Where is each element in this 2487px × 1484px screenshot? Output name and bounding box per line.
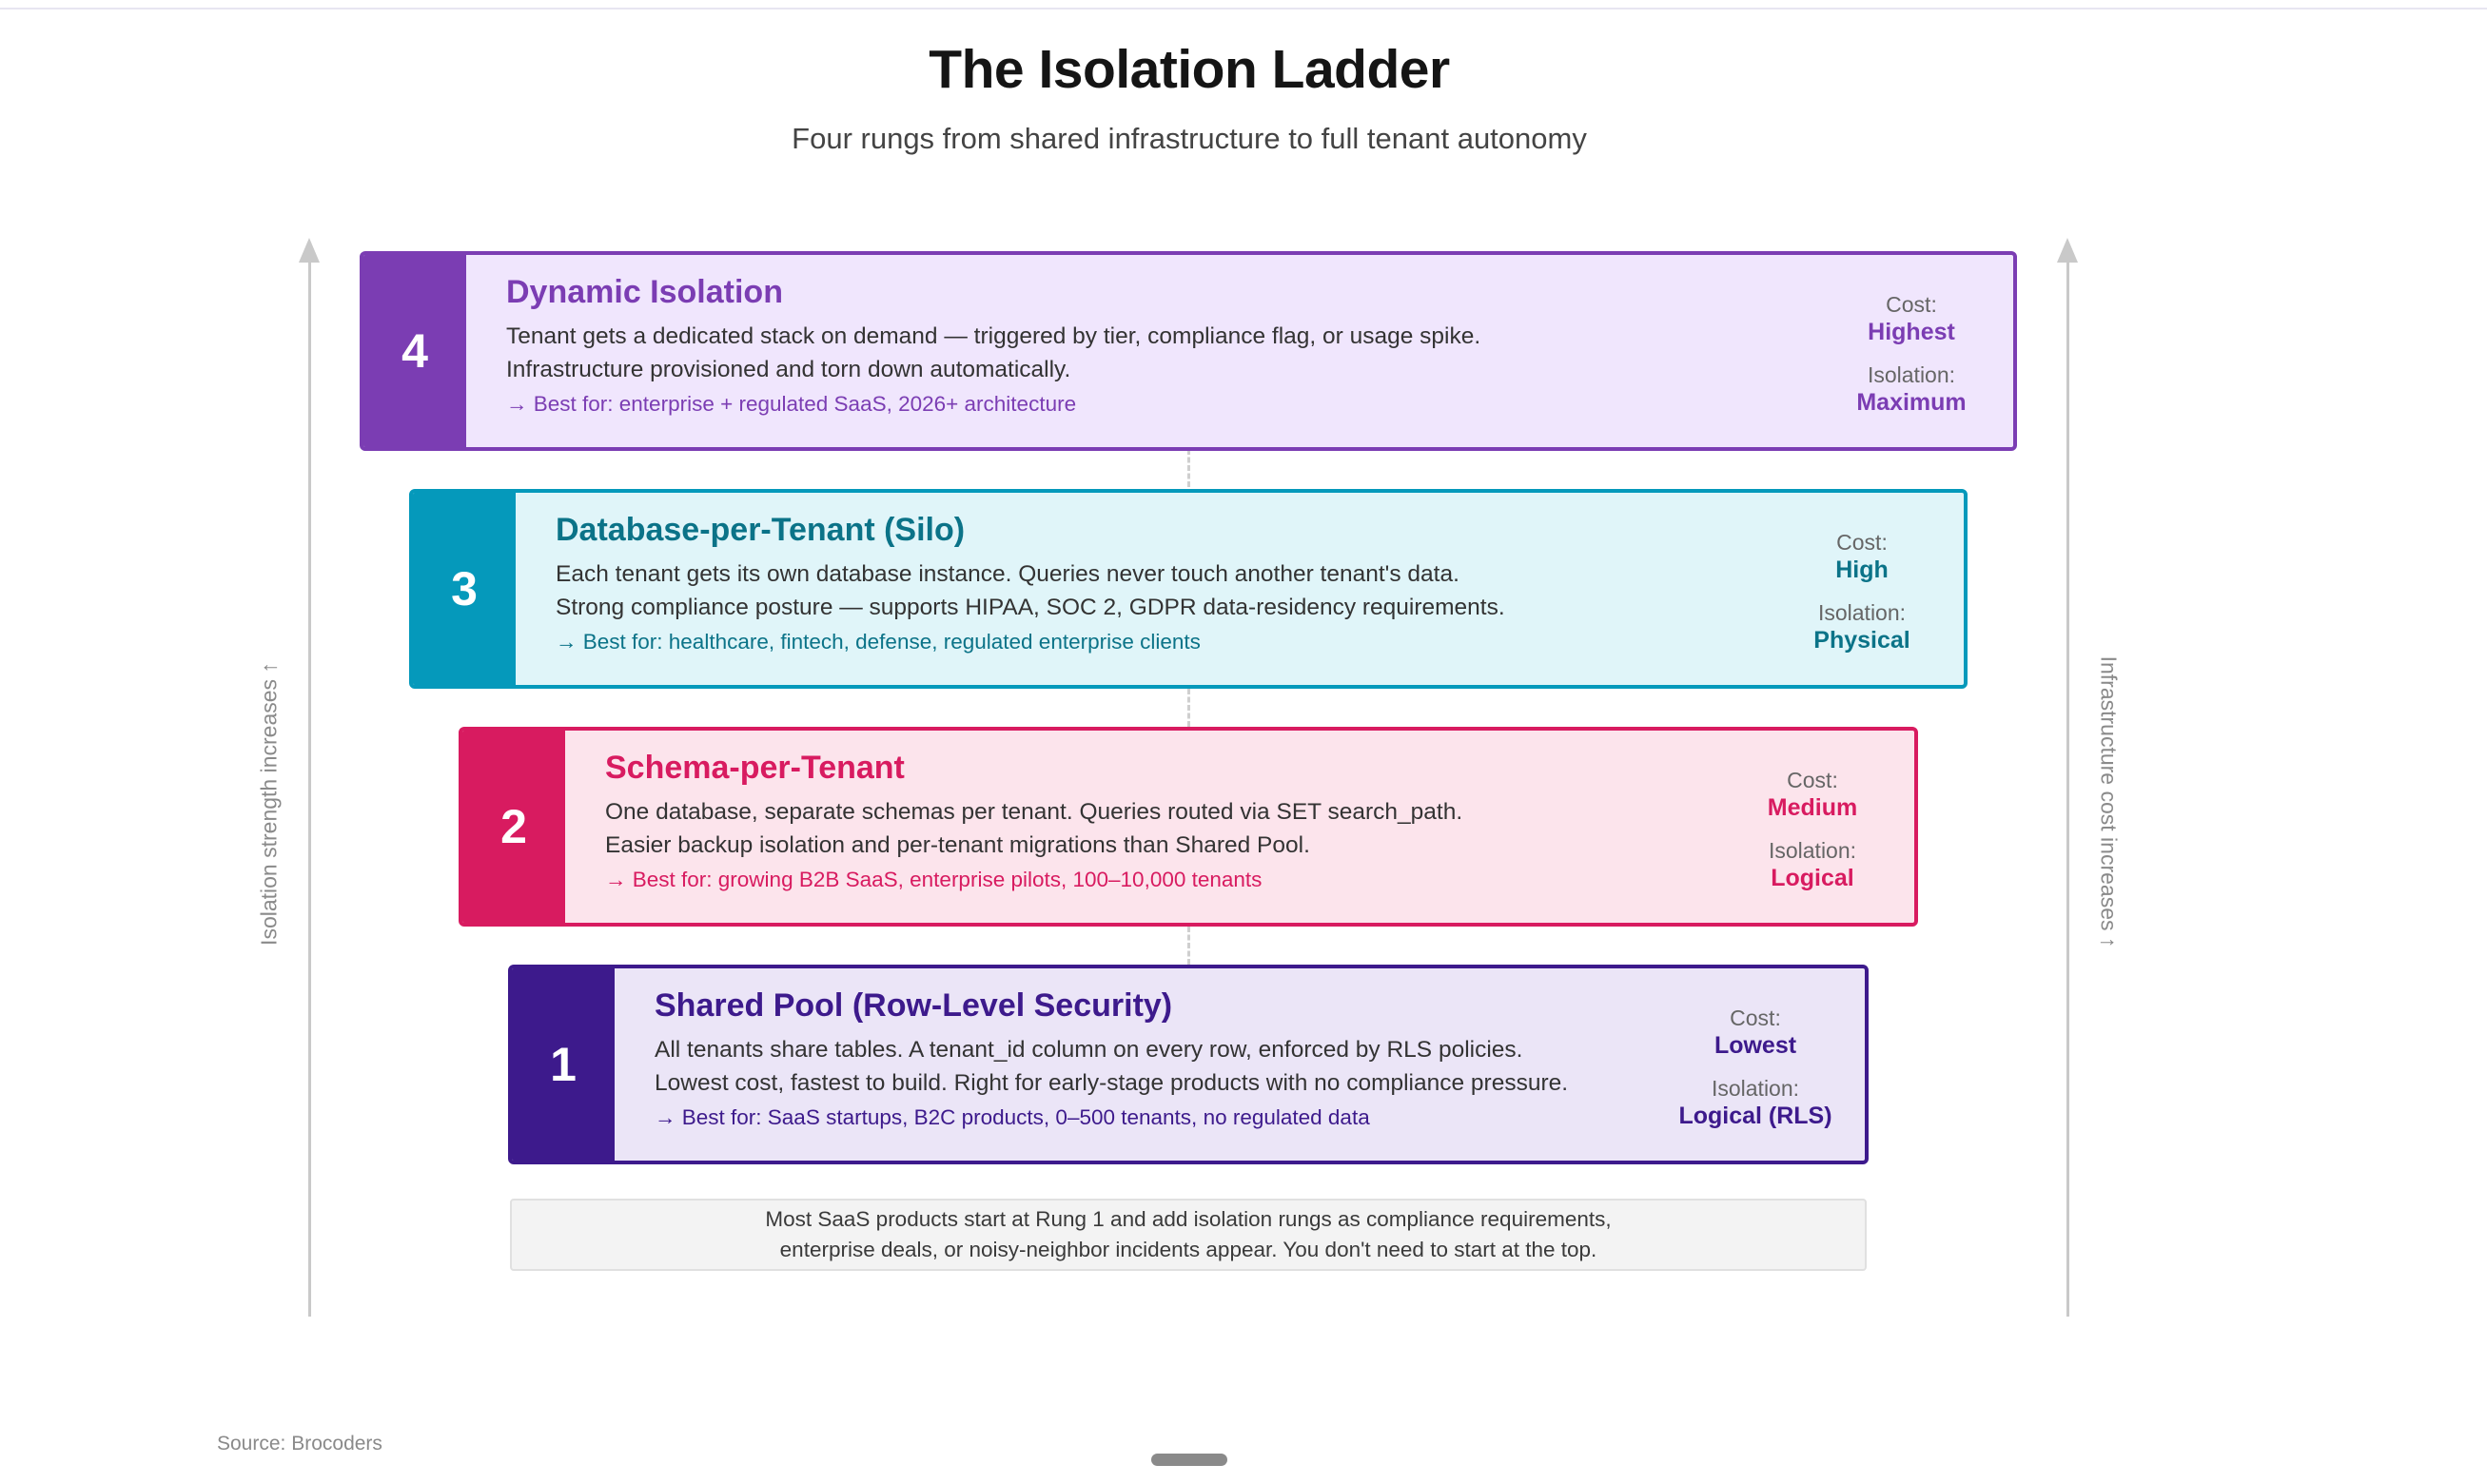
- rung-title: Shared Pool (Row-Level Security): [655, 987, 1173, 1024]
- top-divider: [0, 8, 2487, 10]
- rung-description-line: Infrastructure provisioned and torn down automatically.: [506, 357, 1071, 382]
- cost-label: Cost:: [1787, 768, 1838, 792]
- rung-best-for: → Best for: healthcare, fintech, defense, regulated enterprise clients: [556, 630, 1201, 654]
- rung-description-line: Easier backup isolation and per-tenant migrations than Shared Pool.: [605, 832, 1310, 858]
- rung-number: 4: [363, 255, 466, 447]
- isolation-value: Logical (RLS): [1678, 1103, 1832, 1129]
- guidance-note: [510, 1199, 1867, 1271]
- note-line: Most SaaS products start at Rung 1 and add isolation rungs as compliance requirements,: [765, 1207, 1612, 1231]
- cost-value: Highest: [1868, 319, 1955, 345]
- rung-description-line: Strong compliance posture — supports HIPAA, SOC 2, GDPR data-residency requirements.: [556, 595, 1505, 620]
- cost-value: Lowest: [1713, 1032, 1797, 1059]
- rung-3-card: [409, 489, 1968, 689]
- right-axis-line: [2066, 259, 2069, 1317]
- rung-description-line: Each tenant gets its own database instance. Queries never touch another tenant's data.: [556, 561, 1459, 587]
- cost-label: Cost:: [1886, 292, 1937, 317]
- cost-value: High: [1835, 556, 1889, 583]
- rung-connector: [1187, 689, 1190, 727]
- drag-handle[interactable]: [1151, 1454, 1227, 1466]
- rung-number: 2: [462, 731, 565, 923]
- rung-title: Dynamic Isolation: [506, 274, 783, 310]
- rung-description-line: One database, separate schemas per tenant. Queries routed via SET search_path.: [605, 799, 1463, 825]
- note-line: enterprise deals, or noisy-neighbor incidents appear. You don't need to start at the top.: [779, 1238, 1597, 1261]
- isolation-label: Isolation:: [1711, 1076, 1800, 1101]
- rung-description-line: Tenant gets a dedicated stack on demand — triggered by tier, compliance flag, or usage spike.: [506, 323, 1481, 349]
- isolation-label: Isolation:: [1768, 838, 1857, 863]
- isolation-value: Logical: [1771, 865, 1854, 891]
- rung-1-card: [508, 965, 1869, 1164]
- rung-description-line: All tenants share tables. A tenant_id column on every row, enforced by RLS policies.: [655, 1037, 1523, 1063]
- isolation-value: Maximum: [1856, 389, 1967, 416]
- isolation-label: Isolation:: [1867, 362, 1956, 387]
- cost-label: Cost:: [1730, 1006, 1781, 1030]
- cost-value: Medium: [1767, 794, 1858, 821]
- rung-description-line: Lowest cost, fastest to build. Right for early-stage products with no compliance pressure.: [655, 1070, 1569, 1096]
- rung-best-for: → Best for: SaaS startups, B2C products, 0–500 tenants, no regulated data: [655, 1105, 1370, 1129]
- left-axis-label: Isolation strength increases ↑: [256, 662, 282, 946]
- rung-meta: [1831, 291, 1992, 432]
- rung-number: 1: [512, 968, 615, 1161]
- rung-title: Schema-per-Tenant: [605, 750, 905, 786]
- page-title: The Isolation Ladder: [929, 39, 1450, 100]
- rung-best-for: → Best for: growing B2B SaaS, enterprise pilots, 100–10,000 tenants: [605, 868, 1263, 891]
- rung-4-card: [360, 251, 2017, 451]
- rung-meta: [1732, 767, 1893, 908]
- right-axis-label: Infrastructure cost increases ↑: [2096, 655, 2122, 948]
- rung-connector: [1187, 927, 1190, 965]
- rung-description: [556, 557, 1505, 624]
- rung-2-card: [459, 727, 1918, 927]
- source-credit: Source: Brocoders: [217, 1433, 382, 1455]
- rung-description: [605, 795, 1462, 862]
- rung-meta: [1781, 529, 1943, 670]
- page-subtitle: Four rungs from shared infrastructure to full tenant autonomy: [792, 122, 1587, 155]
- cost-label: Cost:: [1836, 530, 1888, 555]
- rung-best-for: → Best for: enterprise + regulated SaaS, 2026+ architecture: [506, 392, 1077, 416]
- rung-meta: [1674, 1005, 1836, 1145]
- isolation-value: Physical: [1813, 627, 1910, 654]
- rung-description: [655, 1033, 1568, 1100]
- isolation-label: Isolation:: [1817, 600, 1907, 625]
- rung-connector: [1187, 449, 1190, 487]
- rung-description: [506, 320, 1480, 386]
- left-axis-line: [308, 259, 311, 1317]
- rung-title: Database-per-Tenant (Silo): [556, 512, 966, 548]
- rung-number: 3: [413, 493, 516, 685]
